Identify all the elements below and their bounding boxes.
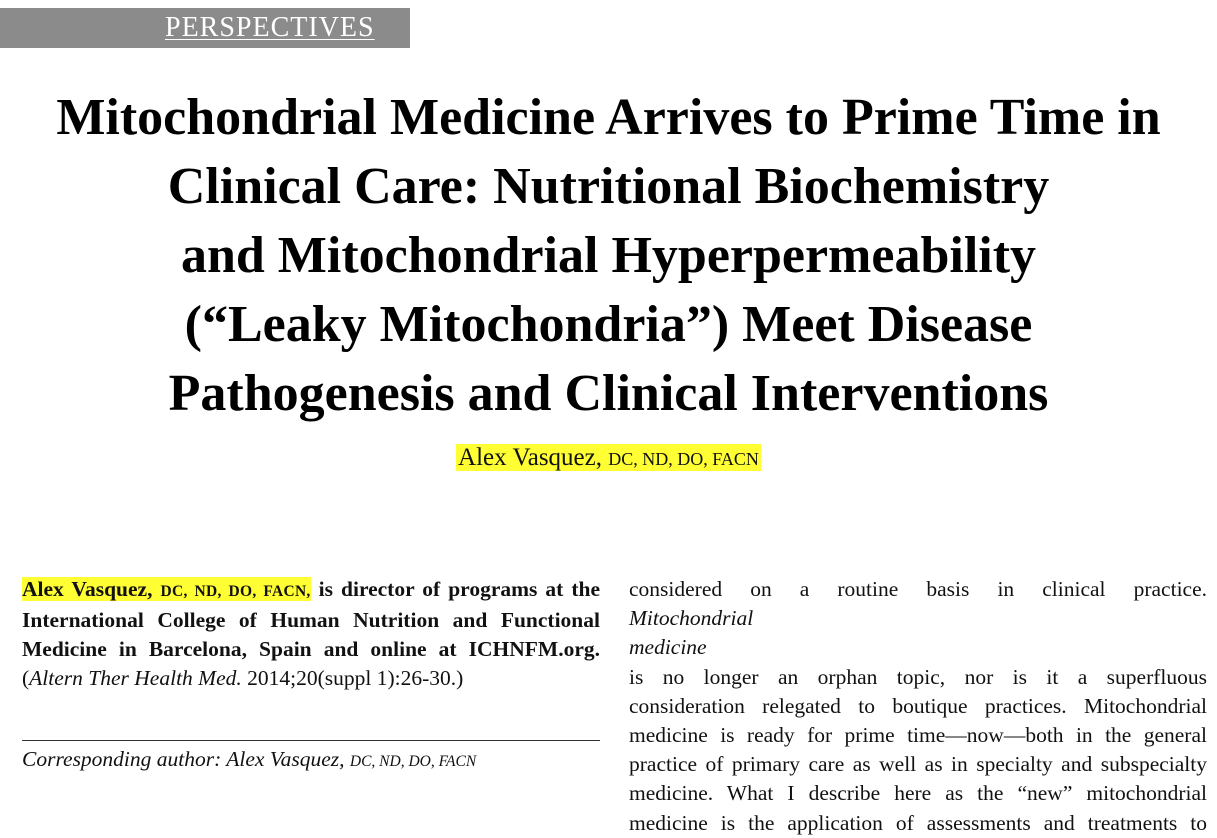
right-column [629,575,1207,838]
body-line: medicine is ready for prime time—now—both in the general [629,723,1207,748]
corresponding-label: Corresponding author: Alex Vasquez, [22,747,345,771]
bio-author-name: Alex Vasquez, [22,577,153,601]
body-line: consideration relegated to boutique practices. Mitochondrial [629,693,1207,718]
footnote-divider [22,740,600,741]
title-line: (“Leaky Mitochondria”) Meet Disease [184,296,1033,353]
bio-author-highlight [22,577,311,601]
bio-citation-rest: 2014;20(suppl 1):26-30.) [241,666,464,690]
title-line: and Mitochondrial Hyperpermeability [180,227,1037,284]
section-tag: PERSPECTIVES [0,8,410,48]
body-line: medicine is the application of assessments and treatments to [629,810,1207,835]
article-title [0,83,1217,428]
corresponding-author [22,745,600,776]
title-line: Clinical Care: Nutritional Biochemistry [167,158,1050,215]
body-italic-run: Mitochondrial [629,606,754,631]
title-line: Pathogenesis and Clinical Interventions [168,365,1049,422]
corresponding-credentials: DC, ND, DO, FACN [349,753,477,770]
bio-citation-open: ( [22,666,30,690]
body-text-run: is no longer an orphan topic, nor is it a superfluous [629,664,1207,689]
body-line: medicine. What I describe here as the “new” mitochondrial [629,781,1207,806]
bio-credentials: DC, ND, DO, FACN, [160,583,311,600]
byline-highlight [456,444,761,471]
body-text-run: considered on a routine basis in clinical practice. [629,577,1207,601]
author-bio [22,575,600,693]
left-column [22,575,600,693]
body-italic-run: medicine [629,635,707,660]
byline-author-name: Alex Vasquez, [458,444,602,471]
title-line: Mitochondrial Medicine Arrives to Prime Time in [56,89,1161,146]
body-line: practice of primary care as well as in specialty and subspecialty [629,752,1207,777]
byline-credentials: DC, ND, DO, FACN [608,449,759,469]
byline [0,441,1217,476]
body-paragraph [629,575,1207,838]
body-line [629,575,1207,633]
bio-text: is director of programs at the International College of Human Nutrition and Functional Medicine in Barcelona, Spain and online at ICHNFM.org. [22,577,601,661]
bio-citation-journal: Altern Ther Health Med. [29,666,242,690]
body-line [629,633,1207,691]
